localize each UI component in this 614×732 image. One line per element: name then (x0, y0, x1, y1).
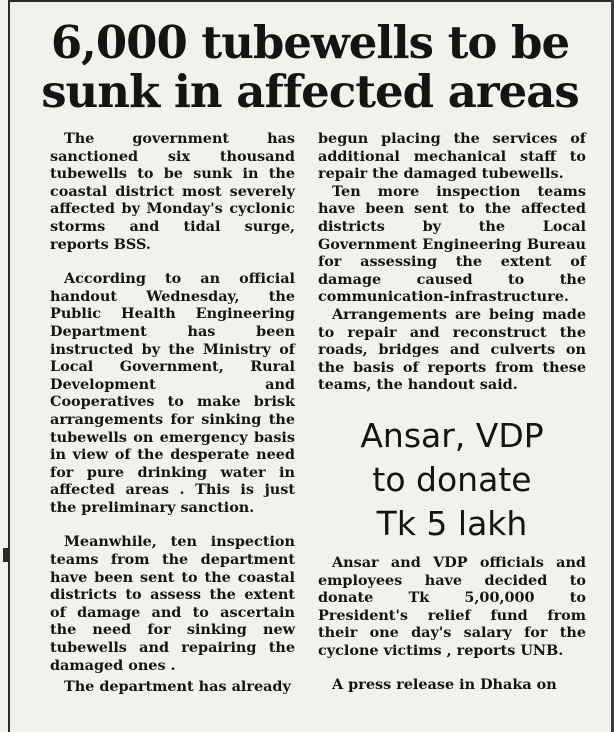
subhead-line-1: Ansar, VDP (360, 415, 544, 455)
column-marker (3, 548, 8, 562)
paragraph: Ten more inspection teams have been sent to the affected districts by the Local Government Engineering Bureau for assessing the extent of damage caused to the communication-infrastructure. (318, 182, 586, 306)
headline-line-2: sunk in affected areas (41, 65, 579, 118)
right-column (318, 130, 586, 694)
paragraph: Meanwhile, ten inspection teams from the department have been sent to the coastal districts to assess the extent of damage and to ascertain the need for sinking new tubewells and repairing the damaged ones . (50, 533, 295, 674)
subhead-line-2: to donate (372, 459, 532, 499)
headline-line-1: 6,000 tubewells to be (50, 16, 570, 69)
paragraph: According to an official handout Wednesday, the Public Health Engineering Department has been instructed by the Ministry of Local Government, Rural Development and Cooperatives to make brisk arrangements for sinking the tubewells on emergency basis in view of the desperate need for pure drinking water in affected areas . This is just the preliminary sanction. (50, 270, 295, 516)
paragraph: The department has already (64, 678, 291, 696)
paragraph: A press release in Dhaka on (332, 676, 557, 694)
subheadline (318, 414, 586, 546)
top-border (8, 0, 614, 2)
subhead-line-3: Tk 5 lakh (376, 503, 528, 543)
left-border (8, 0, 10, 732)
left-column (50, 130, 295, 696)
paragraph: Arrangements are being made to repair and reconstruct the roads, bridges and culverts on the basis of reports from these teams, the handout said. (318, 305, 586, 394)
paragraph: The government has sanctioned six thousand tubewells to be sunk in the coastal district most severely affected by Monday's cyclonic storms and tidal surge, reports BSS. (50, 130, 295, 253)
paragraph: Ansar and VDP officials and employees have decided to donate Tk 5,00,000 to President's relief fund from their one day's salary for the cyclone victims , reports UNB. (318, 553, 586, 659)
article-headline (12, 18, 608, 116)
paragraph: begun placing the services of additional mechanical staff to repair the damaged tubewells. (318, 130, 586, 183)
